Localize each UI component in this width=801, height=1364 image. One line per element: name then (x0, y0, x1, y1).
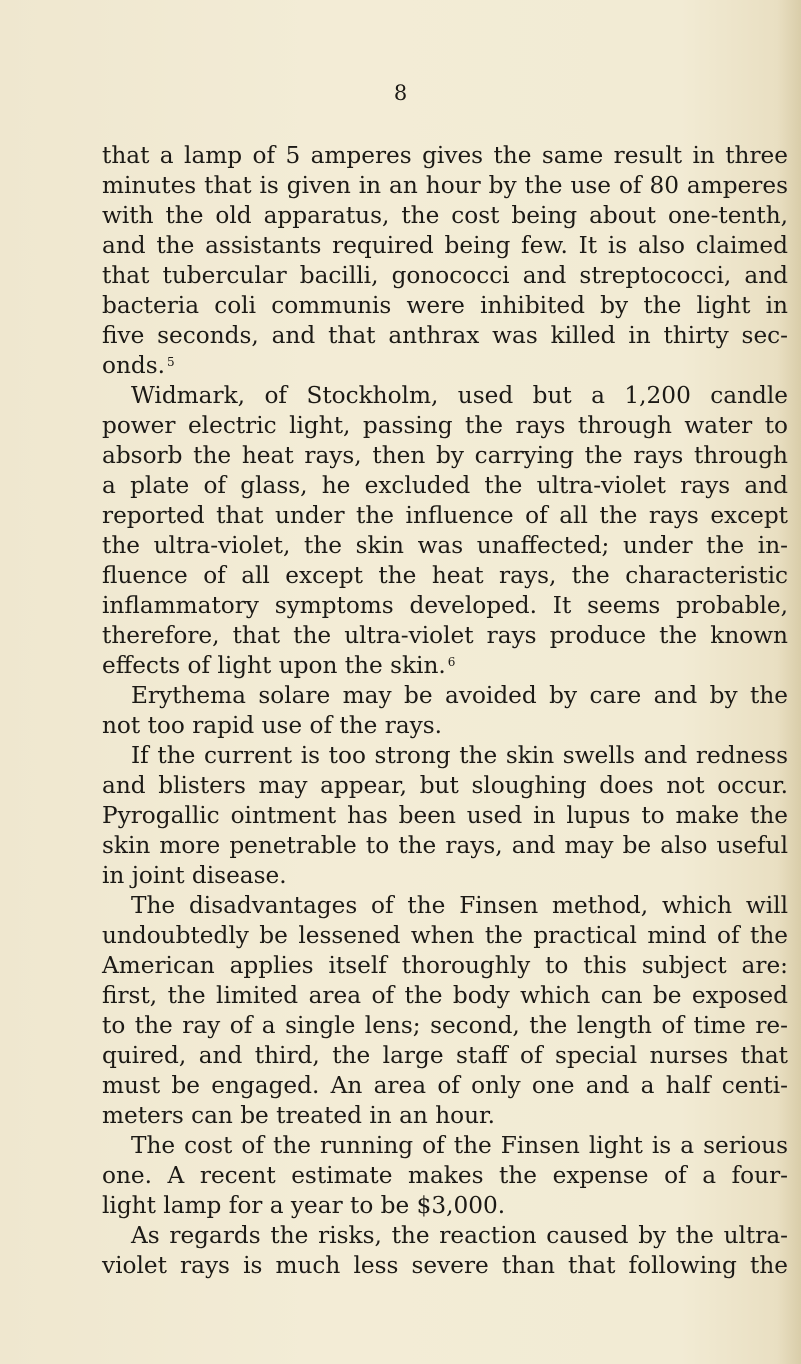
line-text: with the old apparatus, the cost being about one-tenth, (102, 202, 788, 229)
line-text: not too rapid use of the rays. (102, 712, 443, 739)
line-text: that a lamp of 5 amperes gives the same result in three (102, 142, 788, 169)
line-text: absorb the heat rays, then by carrying the rays through (102, 442, 788, 469)
text-line (102, 231, 788, 261)
text-line (102, 441, 788, 471)
paragraph (102, 381, 788, 681)
line-text: violet rays is much less severe than that following the (102, 1252, 788, 1279)
text-line (102, 681, 788, 711)
line-text: power electric light, passing the rays through water to (102, 412, 788, 439)
text-line (102, 531, 788, 561)
line-text: light lamp for a year to be $3,000. (102, 1192, 506, 1219)
text-line (102, 261, 788, 291)
line-text: meters can be treated in an hour. (102, 1102, 495, 1129)
text-line (102, 321, 788, 351)
line-text: the ultra-violet, the skin was unaffected; under the in- (102, 532, 788, 559)
line-text: must be engaged. An area of only one and a half centi- (102, 1072, 788, 1099)
text-line (102, 381, 788, 411)
text-line (102, 141, 788, 171)
text-line (102, 201, 788, 231)
line-text: The disadvantages of the Finsen method, which will (131, 892, 788, 919)
text-line (102, 1071, 788, 1101)
line-text: inflammatory symptoms developed. It seems probable, (102, 592, 788, 619)
paragraph (102, 681, 788, 741)
text-line (102, 651, 788, 681)
text-line (102, 1161, 788, 1191)
line-text: five seconds, and that anthrax was killed in thirty sec- (102, 322, 788, 349)
body-text (102, 141, 788, 1281)
paragraph (102, 1221, 788, 1281)
text-line (102, 411, 788, 441)
line-text: Erythema solare may be avoided by care and by the (131, 682, 788, 709)
text-line (102, 1131, 788, 1161)
text-line (102, 591, 788, 621)
text-line (102, 621, 788, 651)
footnote-marker: 6 (447, 655, 456, 669)
line-text: first, the limited area of the body which can be exposed (102, 982, 788, 1009)
line-text: and the assistants required being few. It is also claimed (102, 232, 788, 259)
text-line (102, 1191, 788, 1221)
text-line (102, 801, 788, 831)
line-text: therefore, that the ultra-violet rays produce the known (102, 622, 788, 649)
paragraph (102, 141, 788, 381)
line-text: bacteria coli communis were inhibited by the light in (102, 292, 788, 319)
text-line (102, 1221, 788, 1251)
text-line (102, 921, 788, 951)
line-text: reported that under the influence of all the rays except (102, 502, 788, 529)
text-line (102, 171, 788, 201)
line-text: that tubercular bacilli, gonococci and streptococci, and (102, 262, 788, 289)
text-line (102, 891, 788, 921)
line-text: and blisters may appear, but sloughing does not occur. (102, 772, 788, 799)
text-line (102, 1101, 788, 1131)
line-text: minutes that is given in an hour by the use of 80 amperes (102, 172, 788, 199)
line-text: to the ray of a single lens; second, the length of time re- (102, 1012, 788, 1039)
text-line (102, 711, 788, 741)
line-text: As regards the risks, the reaction caused by the ultra- (131, 1222, 788, 1249)
paragraph (102, 891, 788, 1131)
line-text: Widmark, of Stockholm, used but a 1,200 candle (131, 382, 788, 409)
text-line (102, 471, 788, 501)
line-text: Pyrogallic ointment has been used in lupus to make the (102, 802, 788, 829)
text-line (102, 831, 788, 861)
line-text: effects of light upon the skin. (102, 652, 446, 679)
text-line (102, 1041, 788, 1071)
footnote-marker: 5 (167, 355, 175, 369)
line-text: a plate of glass, he excluded the ultra-violet rays and (102, 472, 788, 499)
text-line (102, 861, 788, 891)
line-text: quired, and third, the large staff of special nurses that (102, 1042, 788, 1069)
paragraph (102, 741, 788, 891)
text-line (102, 771, 788, 801)
line-text: skin more penetrable to the rays, and may be also useful (102, 832, 788, 859)
text-line (102, 351, 788, 381)
text-line (102, 1011, 788, 1041)
page-number: 8 (393, 81, 408, 105)
line-text: one. A recent estimate makes the expense of a four- (102, 1162, 788, 1189)
paragraph (102, 1131, 788, 1221)
text-line (102, 291, 788, 321)
line-text: The cost of the running of the Finsen light is a serious (131, 1132, 788, 1159)
line-text: If the current is too strong the skin swells and redness (131, 742, 788, 769)
line-text: American applies itself thoroughly to this subject are: (102, 952, 788, 979)
text-line (102, 1251, 788, 1281)
text-line (102, 951, 788, 981)
line-text: undoubtedly be lessened when the practical mind of the (102, 922, 788, 949)
line-text: in joint disease. (102, 862, 287, 889)
text-line (102, 561, 788, 591)
line-text: fluence of all except the heat rays, the characteristic (102, 562, 788, 589)
text-line (102, 501, 788, 531)
text-line (102, 981, 788, 1011)
line-text: onds. (102, 352, 166, 379)
text-line (102, 741, 788, 771)
